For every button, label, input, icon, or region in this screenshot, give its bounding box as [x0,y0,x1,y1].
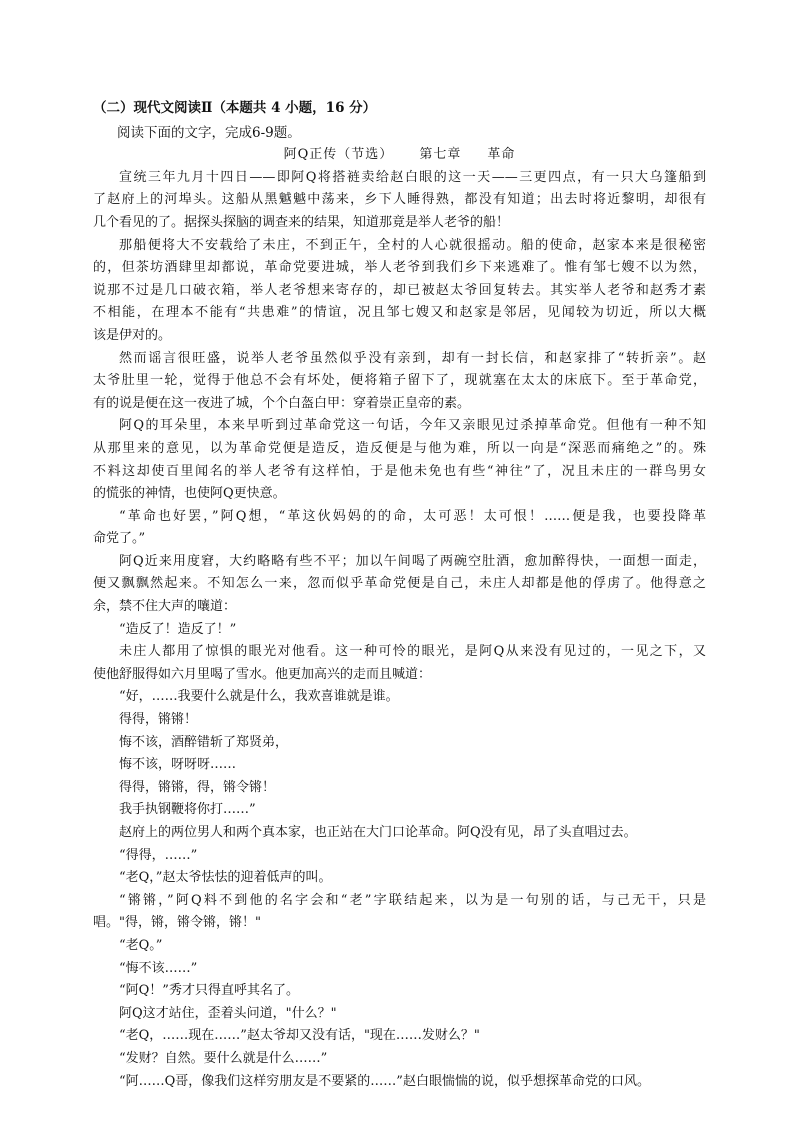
text-line: 从那里来的意见，以为革命党便是造反，造反便是与他为难，所以一向是“深恶而痛绝之”的。殊 [93,440,706,456]
text-line: “发财？自然。要什么就是什么……” [119,1050,328,1066]
passage-title [93,144,706,167]
text-line: 得得，锵锵！ [119,712,198,728]
chapter-title: 革命 [487,147,516,163]
text-line: 便又飘飘然起来。不知怎么一来，忽而似乎革命党便是自己，未庄人却都是他的俘虏了。他得意之 [93,576,706,592]
section-heading: （二）现代文阅读Ⅱ（本题共 4 小题，16 分） [93,100,377,116]
text-line: 悔不该，呀呀呀…… [119,757,237,773]
text-line: 了赵府上的河埠头。这船从黑魆魆中荡来，乡下人睡得熟，都没有知道；出去时将近黎明，却很有 [93,192,706,208]
text-line: 得得，锵锵，得，锵令锵！ [119,779,276,795]
chapter-number: 第七章 [419,147,462,163]
text-line: 的慌张的神情，也使阿Q更快意。 [93,486,286,502]
work-title: 阿Q正传（节选） [283,147,394,163]
text-line: 太爷肚里一轮，觉得于他总不会有坏处，便将箱子留下了，现就塞在太太的床底下。至于革命党， [93,373,706,389]
text-line: 那船便将大不安载给了未庄，不到正午，全村的人心就很摇动。船的使命，赵家本来是很秘密 [119,237,706,253]
text-line: 阿Q近来用度窘，大约略略有些不平；加以午间喝了两碗空肚酒，愈加醉得快，一面想一面走， [119,553,706,569]
text-line: 然而谣言很旺盛，说举人老爷虽然似乎没有亲到，却有一封长信，和赵家排了“转折亲”。赵 [119,350,706,366]
text-line: 命党了。” [93,531,146,547]
text-line: 余，禁不住大声的嚷道： [93,599,237,615]
text-line: 阿Q这才站住，歪着头问道，"什么？" [119,1005,337,1021]
text-line: 我手执钢鞭将你打……” [119,802,256,818]
text-line: 使他舒服得如六月里喝了雪水。他更加高兴的走而且喊道： [93,666,432,682]
text-line: 赵府上的两位男人和两个真本家，也正站在大门口论革命。阿Q没有见，昂了头直唱过去。 [119,825,637,840]
text-line: “老Q，”赵太爷怯怯的迎着低声的叫。 [119,870,332,886]
instruction-text: 阅读下面的文字，完成6-9题。 [117,124,301,141]
text-line: “老Q。” [119,937,163,953]
text-line: “锵锵，”阿Q料不到他的名字会和“老”字联结起来，以为是一句别的话，与己无干，只是 [119,892,706,908]
text-line: 唱。"得，锵，锵令锵，锵！" [93,915,261,931]
text-line: “革命也好罢，”阿Q想，“革这伙妈妈的的命，太可恶！太可恨！……便是我，也要投降革 [119,508,706,524]
text-line: 阿Q的耳朵里，本来早听到过革命党这一句话，今年又亲眼见过杀掉革命党。但他有一种不知 [119,418,706,434]
text-line: 该是伊对的。 [93,327,172,343]
text-line: “得得，……” [119,847,198,863]
text-line: 宣统三年九月十四日——即阿Q将搭裢卖给赵白眼的这一天——三更四点，有一只大乌篷船到 [119,169,706,185]
text-line: 悔不该，酒醉错斩了郑贤弟， [119,734,289,750]
text-line: “阿Q！”秀才只得直呼其名了。 [119,983,299,999]
text-line: “悔不该……” [119,960,198,976]
text-line: 的，但茶坊酒肆里却都说，革命党要进城，举人老爷到我们乡下来逃难了。惟有邹七嫂不以为然， [93,260,706,276]
text-line: “阿……Q哥，像我们这样穷朋友是不要紧的……”赵白眼惴惴的说，似乎想探革命党的口风。 [119,1073,650,1089]
text-line: 有的说是便在这一夜进了城，个个白盔白甲：穿着崇正皇帝的素。 [93,395,471,411]
text-line: “老Q，……现在……”赵太爷却又没有话，"现在……发财么？" [119,1028,480,1044]
text-line: “造反了！造反了！” [119,621,237,637]
text-line: 不料这却使百里闻名的举人老爷有这样怕，于是他未免也有些“神往”了，况且未庄的一群鸟男女 [93,463,706,479]
text-line: 未庄人都用了惊惧的眼光对他看。这一种可怜的眼光，是阿Q从来没有见过的，一见之下，又 [119,644,706,660]
text-line: “好，……我要什么就是什么，我欢喜谁就是谁。 [119,689,399,705]
text-line: 不相能，在理本不能有“共患难”的情谊，况且邹七嫂又和赵家是邻居，见闻较为切近，所以大概 [93,305,706,321]
reading-passage [93,97,706,1093]
text-line: 说那不过是几口破衣箱，举人老爷想来寄存的，却已被赵太爷回复转去。其实举人老爷和赵秀才素 [93,282,706,298]
text-line: 几个看见的了。据探头探脑的调查来的结果，知道那竟是举人老爷的船！ [93,214,510,230]
